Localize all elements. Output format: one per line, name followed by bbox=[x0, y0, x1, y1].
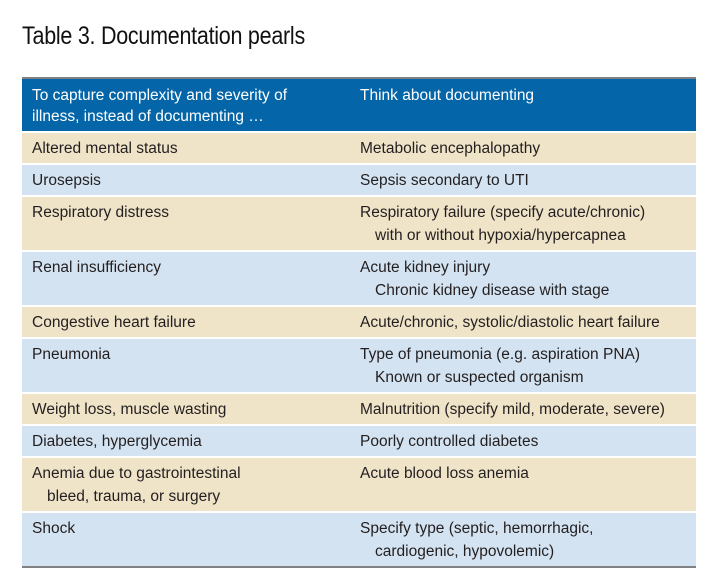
row-left-cell bbox=[22, 457, 350, 512]
table-row bbox=[22, 393, 696, 425]
row-left-text: Diabetes, hyperglycemia bbox=[32, 433, 202, 450]
row-right-text: Poorly controlled diabetes bbox=[360, 433, 539, 450]
documentation-pearls-table bbox=[22, 79, 696, 566]
row-left-cell bbox=[22, 306, 350, 338]
header-think-about-documenting: Think about documenting bbox=[350, 79, 696, 132]
table-row bbox=[22, 164, 696, 196]
row-right-text: Acute blood loss anemia bbox=[360, 465, 529, 482]
row-left-text: Altered mental status bbox=[32, 140, 178, 157]
row-right-text-continued: with or without hypoxia/hypercapnea bbox=[375, 227, 626, 244]
row-left-text: Congestive heart failure bbox=[32, 314, 196, 331]
documentation-table-container bbox=[22, 77, 696, 568]
header-instead-of-documenting bbox=[22, 79, 350, 132]
table-body bbox=[22, 132, 696, 566]
row-left-cell bbox=[22, 132, 350, 164]
table-row bbox=[22, 251, 696, 306]
table-row bbox=[22, 132, 696, 164]
table-row bbox=[22, 338, 696, 393]
row-right-text: Sepsis secondary to UTI bbox=[360, 172, 529, 189]
row-left-text-continued: bleed, trauma, or surgery bbox=[47, 488, 221, 505]
row-left-text: Respiratory distress bbox=[32, 204, 169, 221]
table-row bbox=[22, 457, 696, 512]
row-right-cell bbox=[350, 393, 696, 425]
row-left-cell bbox=[22, 164, 350, 196]
table-row bbox=[22, 425, 696, 457]
row-left-cell bbox=[22, 512, 350, 566]
row-left-cell bbox=[22, 196, 350, 251]
row-left-cell bbox=[22, 251, 350, 306]
row-right-cell bbox=[350, 132, 696, 164]
row-right-cell bbox=[350, 306, 696, 338]
row-right-text: Malnutrition (specify mild, moderate, severe) bbox=[360, 401, 665, 418]
row-left-text: Shock bbox=[32, 520, 76, 537]
table-row bbox=[22, 512, 696, 566]
row-right-text: Acute/chronic, systolic/diastolic heart failure bbox=[360, 314, 660, 331]
row-right-text: Respiratory failure (specify acute/chronic) bbox=[360, 204, 646, 221]
row-left-cell bbox=[22, 338, 350, 393]
row-right-text-continued: Known or suspected organism bbox=[375, 369, 584, 386]
row-right-cell bbox=[350, 164, 696, 196]
row-left-text: Weight loss, muscle wasting bbox=[32, 401, 227, 418]
row-right-cell bbox=[350, 457, 696, 512]
row-right-cell bbox=[350, 251, 696, 306]
table-header-row bbox=[22, 79, 696, 132]
row-right-cell bbox=[350, 512, 696, 566]
row-right-text-continued: cardiogenic, hypovolemic) bbox=[375, 543, 555, 560]
row-right-text: Metabolic encephalopathy bbox=[360, 140, 541, 157]
header-col1-line2: illness, instead of documenting … bbox=[32, 108, 264, 125]
row-right-cell bbox=[350, 425, 696, 457]
row-right-text: Type of pneumonia (e.g. aspiration PNA) bbox=[360, 346, 641, 363]
row-right-text-continued: Chronic kidney disease with stage bbox=[375, 282, 610, 299]
row-left-text: Renal insufficiency bbox=[32, 259, 161, 276]
row-left-cell bbox=[22, 425, 350, 457]
row-left-text: Urosepsis bbox=[32, 172, 101, 189]
header-col1-line1: To capture complexity and severity of bbox=[32, 87, 288, 104]
row-left-text: Pneumonia bbox=[32, 346, 111, 363]
table-row bbox=[22, 196, 696, 251]
row-right-cell bbox=[350, 196, 696, 251]
table-row bbox=[22, 306, 696, 338]
row-right-cell bbox=[350, 338, 696, 393]
row-left-text: Anemia due to gastrointestinal bbox=[32, 465, 241, 482]
row-left-cell bbox=[22, 393, 350, 425]
row-right-text: Specify type (septic, hemorrhagic, bbox=[360, 520, 594, 537]
row-right-text: Acute kidney injury bbox=[360, 259, 491, 276]
table-title: Table 3. Documentation pearls bbox=[22, 22, 305, 50]
